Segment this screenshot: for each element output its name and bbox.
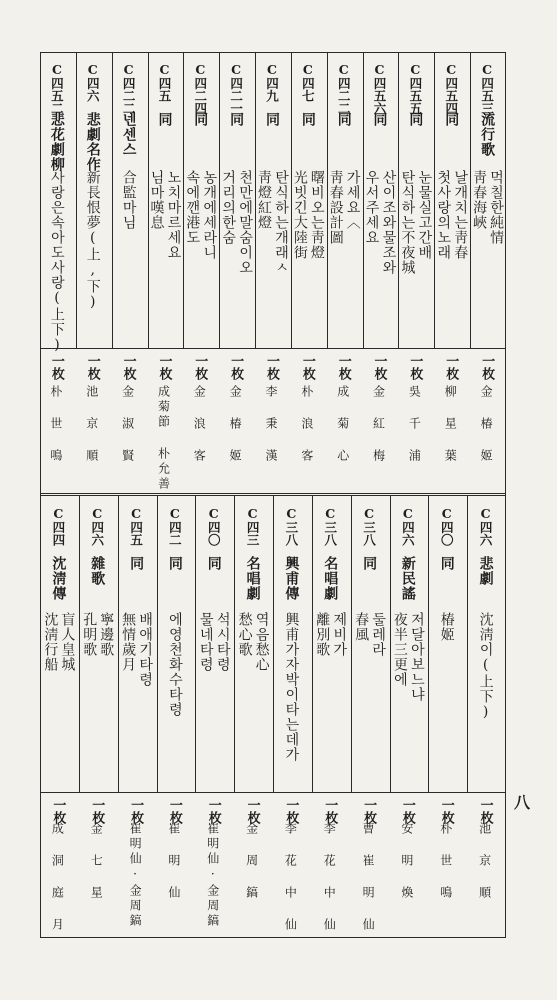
column-divider [467,496,468,792]
record-code: C四二一 [228,62,244,115]
record-genre: 同 [192,112,209,127]
column-divider [195,496,196,792]
record-performer: 成 菊 心 [335,385,350,464]
record-count: 一枚 [128,798,144,824]
record-count: 一枚 [89,798,105,824]
record-title: 靑春設計圖 [327,170,344,245]
record-performer: 金 紅 梅 [371,385,386,464]
record-count: 一枚 [477,798,493,824]
record-subtitle: 석시타령 [214,612,231,672]
record-genre: 流行歌 [479,112,496,157]
record-subtitle: 배애기타령 [137,612,154,687]
record-performer: 朴 世 鳴 [438,822,453,901]
record-code: C四二二 [336,62,352,115]
column-divider [434,52,435,348]
record-count: 一枚 [156,354,172,380]
record-genre: 同 [407,112,424,127]
record-code: C四五二 [49,62,65,115]
record-count: 一枚 [120,354,136,380]
record-count: 一枚 [399,798,415,824]
record-genre: 悲花劇柳 [48,112,65,172]
record-performer: 成 洞 庭 月 [50,822,65,933]
record-code: C三八 [283,506,299,546]
record-genre: 同 [361,556,378,571]
column-divider [273,496,274,792]
record-count: 一枚 [322,798,338,824]
record-title: 愁心歌 [236,612,253,657]
record-count: 一枚 [371,354,387,380]
record-title: 離別歌 [314,612,331,657]
record-performer: 成菊節 朴允善 [156,385,171,492]
record-genre: 同 [228,112,245,127]
column-divider [398,52,399,348]
record-genre: 同 [438,556,455,571]
record-title: 靑燈紅燈 [256,170,272,230]
record-performer: 朴 世 鳴 [48,385,63,464]
record-genre: 同 [156,112,173,127]
record-genre: 新民謠 [399,556,416,601]
record-count: 一枚 [228,354,244,380]
record-title: 無情歲月 [120,612,137,672]
record-performer: 崔明仙·金周鎬 [128,822,143,929]
record-performer: 朴 浪 客 [299,385,314,464]
record-title: 沈淸行船 [42,612,59,672]
record-count: 一枚 [299,354,315,380]
column-divider [291,52,292,348]
record-count: 一枚 [443,354,459,380]
column-divider [255,52,256,348]
column-divider [183,52,184,348]
column-divider [148,52,149,348]
record-performer: 金 浪 客 [192,385,207,464]
row-separator [40,348,506,349]
record-genre: 同 [371,112,388,127]
record-genre: 興甫傳 [283,556,300,601]
record-count: 一枚 [244,798,260,824]
record-code: C四五四 [443,62,459,115]
record-subtitle: 산이조와물조와 [380,170,397,275]
column-divider [234,496,235,792]
record-performer: 金 淑 賢 [120,385,135,464]
record-title: 興甫가자박이타는데가 [283,612,300,762]
record-count: 一枚 [361,798,377,824]
record-subtitle: 눈물실고간배 [416,170,433,260]
record-title: 光빗긴大陸街 [291,170,308,260]
record-genre: 同 [205,556,222,571]
record-code: C四〇 [439,506,455,546]
record-subtitle: 曙비오는靑燈 [308,170,325,260]
record-title: 우서주세요 [363,170,380,245]
record-code: C四五 [156,62,172,102]
column-divider [118,496,119,792]
record-count: 一枚 [264,354,279,380]
record-performer: 李 秉 漢 [264,385,278,464]
record-title: 孔明歌 [81,612,98,657]
record-code: C四七 [300,62,316,102]
record-title: 椿姬 [438,612,455,642]
record-count: 一枚 [48,354,64,380]
record-count: 一枚 [407,354,423,380]
record-genre: 悲劇名作 [84,112,101,172]
column-divider [219,52,220,348]
record-code: C四六 [89,506,105,546]
column-divider [327,52,328,348]
record-title: 속에깬港도 [184,170,201,245]
record-subtitle: 盲人皇城 [59,612,76,672]
record-title: 물네타령 [197,612,214,672]
column-divider [79,496,80,792]
record-title: 님마嘆息 [148,170,165,230]
column-divider [312,496,313,792]
record-count: 一枚 [192,354,208,380]
record-subtitle: 제비가 [331,612,348,657]
record-genre: 同 [443,112,460,127]
record-title: 거리의한숨 [220,170,237,245]
record-count: 一枚 [335,354,351,380]
record-performer: 柳 星 葉 [443,385,458,464]
record-code: C三八 [322,506,338,546]
record-subtitle: 저달아보느냐 [408,612,425,702]
record-performer: 曹 崔 明 仙 [361,822,376,933]
record-performer: 安 明 煥 [399,822,414,901]
record-performer: 崔 明 仙 [166,822,181,901]
record-performer: 李 花 中 仙 [283,822,298,933]
record-count: 一枚 [84,354,100,380]
record-count: 一枚 [438,798,454,824]
record-genre: 同 [299,112,316,127]
record-count: 一枚 [205,798,221,824]
record-genre: 雜歌 [89,556,106,586]
record-genre: 同 [128,556,145,571]
record-code: C四六 [478,506,494,546]
record-code: C四三 [245,506,261,546]
record-subtitle: 역음愁心 [253,612,270,672]
row-separator [40,792,506,793]
record-subtitle: 탄식하는개래ㅅ [273,170,289,275]
record-subtitle: 천만에말숨이오 [237,170,254,275]
record-genre: 同 [264,112,280,127]
record-title: 沈淸이(上下) [477,612,494,721]
column-divider [428,496,429,792]
column-divider [157,496,158,792]
record-code: C四二二 [121,62,137,115]
record-subtitle: 농개에세라니 [201,170,218,260]
record-performer: 李 花 中 仙 [322,822,337,933]
record-title: 新長恨夢(上,下) [84,170,101,311]
record-code: C三八 [361,506,377,546]
record-code: C四四 [50,506,66,546]
record-performer: 金 椿 姬 [228,385,243,464]
record-performer: 吳 千 浦 [407,385,422,464]
column-divider [76,52,77,348]
record-title: 탄식하는不夜城 [399,170,416,275]
column-divider [363,52,364,348]
record-genre: 넨센스 [120,112,137,157]
record-count: 一枚 [283,798,299,824]
record-code: C四五 [128,506,144,546]
record-genre: 名唱劇 [244,556,261,601]
record-genre: 同 [335,112,352,127]
record-code: C四〇 [206,506,222,546]
record-performer: 池 京 順 [84,385,99,464]
record-code: C四五五 [407,62,423,115]
record-title: 夜半三更에 [391,612,408,687]
column-divider [112,52,113,348]
record-title: 사랑은속아도사랑(上下) [48,170,65,354]
record-code: C四二 [167,506,183,546]
page-number: 八 [514,793,531,812]
record-performer: 崔明仙·金周鎬 [205,822,220,929]
record-code: C四九 [264,62,280,102]
record-code: C四二四 [192,62,208,115]
record-code: C四五六 [372,62,388,115]
record-performer: 金 周 鎬 [244,822,259,901]
record-code: C四六 [400,506,416,546]
record-title: 첫사랑의노래 [435,170,452,260]
record-subtitle: 노치마르세요 [165,170,182,260]
record-subtitle: 寧邊歌 [98,612,115,657]
column-divider [351,496,352,792]
record-count: 一枚 [479,354,495,380]
record-code: C四六 [85,62,101,102]
column-divider [470,52,471,348]
record-title: 에영천화수타령 [166,612,183,717]
record-count: 一枚 [50,798,66,824]
record-genre: 同 [166,556,183,571]
column-divider [390,496,391,792]
record-genre: 悲劇 [477,556,494,586]
record-performer: 池 京 順 [477,822,492,901]
record-code: C四五三 [479,62,495,115]
record-subtitle: 둘레라 [370,612,387,657]
record-genre: 沈淸傳 [50,556,67,601]
record-subtitle: 날개치는靑春 [452,170,469,260]
record-subtitle: 먹칠한純情 [488,170,505,245]
record-performer: 金 椿 姬 [479,385,494,464]
record-subtitle: 가세요〈 [344,170,361,230]
record-count: 一枚 [166,798,182,824]
record-performer: 金 七 星 [89,822,104,901]
record-title: 合監마님 [120,170,137,230]
record-genre: 名唱劇 [322,556,339,601]
record-title: 春風 [353,612,370,642]
record-title: 靑春海峽 [471,170,488,230]
